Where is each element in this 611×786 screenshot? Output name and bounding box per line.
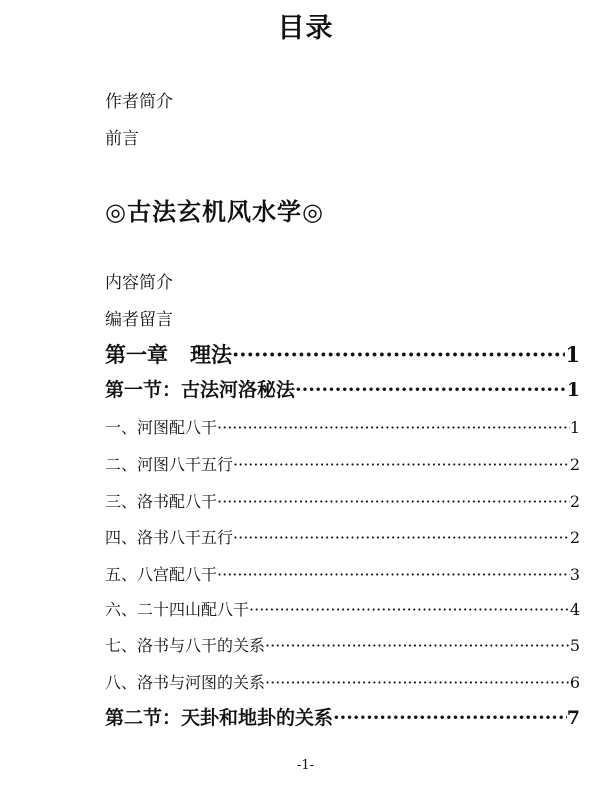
toc-entry-label: 第一节：古法河洛秘法 bbox=[105, 379, 296, 401]
toc-entry-item bbox=[105, 597, 580, 620]
toc-entry-label: 五、八宫配八干 bbox=[105, 565, 218, 584]
toc-dot-leader bbox=[333, 707, 567, 729]
page-title: 目录 bbox=[277, 13, 334, 44]
toc-dot-leader bbox=[217, 492, 570, 511]
toc-entry-label: 三、洛书配八干 bbox=[105, 492, 218, 511]
toc-entry-label: 一、河图配八干 bbox=[105, 418, 218, 437]
toc-entry-page: 2 bbox=[569, 455, 580, 474]
toc-entry-page: 1 bbox=[565, 342, 580, 367]
toc-entry-label: 第二节：天卦和地卦的关系 bbox=[105, 707, 334, 729]
toc-entry-label: 八、洛书与河图的关系 bbox=[105, 673, 266, 692]
toc-entry-label: 第一章 理法 bbox=[105, 342, 232, 367]
toc-entry-item bbox=[105, 415, 580, 438]
toc-entry-page: 7 bbox=[566, 707, 580, 729]
toc-entry-section-2 bbox=[105, 703, 580, 730]
toc-dot-leader bbox=[295, 379, 567, 401]
toc-entry-label: 二、河图八干五行 bbox=[105, 455, 234, 474]
toc-entry-chapter-1 bbox=[105, 339, 580, 369]
toc-entry-page: 6 bbox=[569, 673, 580, 692]
toc-entry-page: 4 bbox=[569, 600, 580, 619]
toc-dot-leader bbox=[217, 565, 570, 584]
toc-entry-section-1 bbox=[105, 375, 580, 402]
toc-entry-page: 2 bbox=[569, 528, 580, 547]
front-matter-preface: 前言 bbox=[105, 129, 139, 149]
toc-entry-page: 1 bbox=[569, 418, 580, 437]
toc-entry-label: 四、洛书八干五行 bbox=[105, 528, 234, 547]
toc-dot-leader bbox=[249, 600, 570, 619]
front-matter-author-intro: 作者简介 bbox=[105, 92, 173, 112]
toc-dot-leader bbox=[265, 636, 570, 655]
toc-entry-page: 3 bbox=[569, 565, 580, 584]
toc-entry-item bbox=[105, 670, 580, 693]
toc-entry-page: 5 bbox=[569, 636, 580, 655]
toc-entry-item bbox=[105, 525, 580, 548]
toc-entry-page: 2 bbox=[569, 492, 580, 511]
book-section-heading: ◎古法玄机风水学◎ bbox=[105, 197, 324, 226]
intro-item-content-summary: 内容简介 bbox=[105, 273, 173, 293]
toc-entry-label: 七、洛书与八干的关系 bbox=[105, 636, 266, 655]
toc-dot-leader bbox=[233, 528, 570, 547]
toc-entry-item bbox=[105, 562, 580, 585]
toc-dot-leader bbox=[233, 455, 570, 474]
intro-item-editor-note: 编者留言 bbox=[105, 310, 173, 330]
toc-dot-leader bbox=[232, 342, 565, 367]
toc-entry-label: 六、二十四山配八干 bbox=[105, 600, 250, 619]
toc-dot-leader bbox=[217, 418, 570, 437]
toc-entry-item bbox=[105, 489, 580, 512]
footer-page-number: -1- bbox=[296, 758, 315, 773]
toc-entry-item bbox=[105, 452, 580, 475]
toc-entry-item bbox=[105, 633, 580, 656]
toc-entry-page: 1 bbox=[566, 379, 580, 401]
toc-dot-leader bbox=[265, 673, 570, 692]
